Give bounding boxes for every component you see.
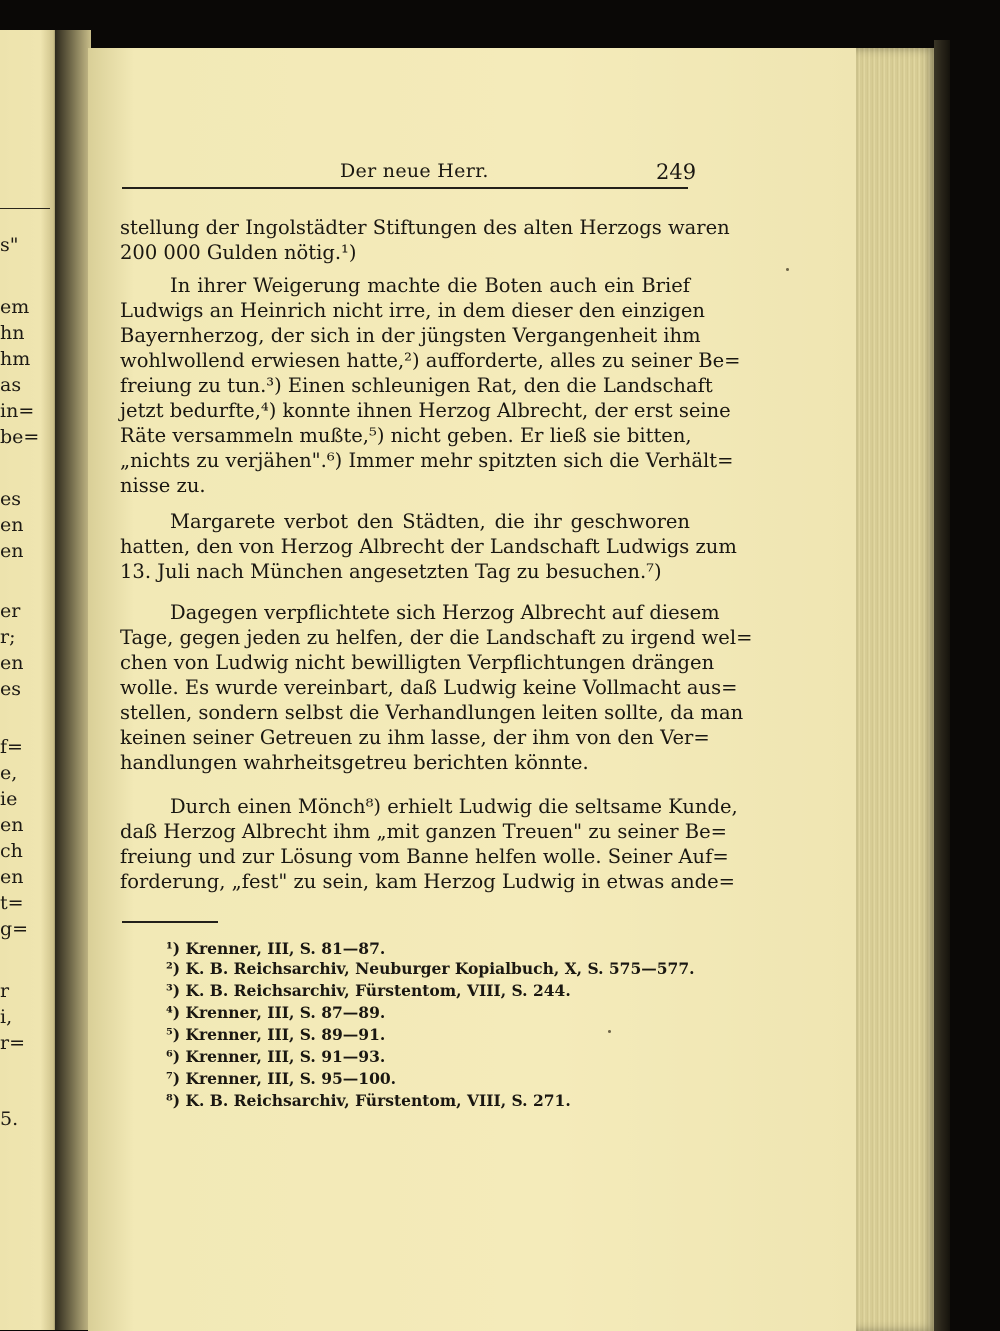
body-line: hatten, den von Herzog Albrecht der Landschaft Ludwigs zum <box>120 535 737 558</box>
body-line: Tage, gegen jeden zu helfen, der die Landschaft zu irgend wel= <box>120 626 753 649</box>
left-page-fragment: s" <box>0 234 19 256</box>
body-line: stellung der Ingolstädter Stiftungen des alten Herzogs waren <box>120 216 730 239</box>
left-page-fragment: es <box>0 678 21 700</box>
left-page-fragment: en <box>0 514 24 536</box>
body-line: Dagegen verpflichtete sich Herzog Albrecht auf diesem <box>170 601 720 624</box>
left-page-fragment: em <box>0 296 30 318</box>
page-stack-edge <box>856 48 936 1331</box>
footnote: ⁶) Krenner, III, S. 91—93. <box>166 1047 386 1066</box>
left-page-fragment: be= <box>0 426 40 448</box>
left-page-fragment: es <box>0 488 21 510</box>
left-page-fragment: 5. <box>0 1108 19 1130</box>
left-page-fragment: r= <box>0 1032 26 1054</box>
body-line: Ludwigs an Heinrich nicht irre, in dem dieser den einzigen <box>120 299 705 322</box>
left-page-fragment: f= <box>0 736 23 758</box>
left-page-fragment: as <box>0 374 22 396</box>
left-page-fragment: er <box>0 600 21 622</box>
body-line: nisse zu. <box>120 474 206 497</box>
footnote: ⁴) Krenner, III, S. 87—89. <box>166 1003 386 1022</box>
body-line: wohlwollend erwiesen hatte,²) aufforderte, alles zu seiner Be= <box>120 349 741 372</box>
footnote: ³) K. B. Reichsarchiv, Fürstentom, VIII, S. 244. <box>166 981 571 1000</box>
body-line: daß Herzog Albrecht ihm „mit ganzen Treuen" zu seiner Be= <box>120 820 727 843</box>
left-page-fragment: en <box>0 540 24 562</box>
body-line: stellen, sondern selbst die Verhandlungen leiten sollte, da man <box>120 701 744 724</box>
body-line: keinen seiner Getreuen zu ihm lasse, der ihm von den Ver= <box>120 726 710 749</box>
left-page <box>0 30 58 1330</box>
body-line: 200 000 Gulden nötig.¹) <box>120 241 357 264</box>
body-line: Räte versammeln mußte,⁵) nicht geben. Er ließ sie bitten, <box>120 424 692 447</box>
left-page-fragment: en <box>0 652 24 674</box>
header-rule <box>122 187 688 189</box>
footnote: ⁷) Krenner, III, S. 95—100. <box>166 1069 397 1088</box>
body-line: forderung, „fest" zu sein, kam Herzog Ludwig in etwas ande= <box>120 870 735 893</box>
page-number: 249 <box>656 160 697 184</box>
left-page-fragment: ie <box>0 788 18 810</box>
left-page-fragment: in= <box>0 400 35 422</box>
left-page-fragment: e, <box>0 762 18 784</box>
footnote: ⁵) Krenner, III, S. 89—91. <box>166 1025 386 1044</box>
body-line: jetzt bedurfte,⁴) konnte ihnen Herzog Albrecht, der erst seine <box>120 399 731 422</box>
paper-speck <box>608 1030 611 1033</box>
body-line: freiung zu tun.³) Einen schleunigen Rat, den die Landschaft <box>120 374 713 397</box>
body-line: chen von Ludwig nicht bewilligten Verpflichtungen drängen <box>120 651 715 674</box>
left-page-fragment: g= <box>0 918 29 940</box>
body-line: Margarete verbot den Städten, die ihr geschworen <box>170 510 690 533</box>
body-line: freiung und zur Lösung vom Banne helfen wolle. Seiner Auf= <box>120 845 729 868</box>
body-line: handlungen wahrheitsgetreu berichten könnte. <box>120 751 589 774</box>
body-line: Bayernherzog, der sich in der jüngsten Vergangenheit ihm <box>120 324 701 347</box>
body-line: „nichts zu verjähen".⁶) Immer mehr spitzten sich die Verhält= <box>120 449 734 472</box>
left-page-fragment: r; <box>0 626 16 648</box>
body-line: Durch einen Mönch⁸) erhielt Ludwig die seltsame Kunde, <box>170 795 738 818</box>
book-cover-edge <box>934 40 950 1331</box>
running-head-title: Der neue Herr. <box>340 160 489 182</box>
left-page-fragment: r <box>0 980 10 1002</box>
footnote: ⁸) K. B. Reichsarchiv, Fürstentom, VIII, S. 271. <box>166 1091 571 1110</box>
left-page-fragment: i, <box>0 1006 13 1028</box>
paper-speck <box>786 268 789 271</box>
left-page-fragment: t= <box>0 892 24 914</box>
footnote: ¹) Krenner, III, S. 81—87. <box>166 939 386 958</box>
left-page-fragment: hm <box>0 348 31 370</box>
left-page-fragment: en <box>0 814 24 836</box>
body-line: In ihrer Weigerung machte die Boten auch ein Brief <box>170 274 690 297</box>
book-gutter <box>55 30 91 1330</box>
left-page-header-rule <box>0 208 50 209</box>
body-line: 13. Juli nach München angesetzten Tag zu besuchen.⁷) <box>120 560 662 583</box>
footnote: ²) K. B. Reichsarchiv, Neuburger Kopialbuch, X, S. 575—577. <box>166 959 695 978</box>
left-page-fragment: ch <box>0 840 23 862</box>
left-page-fragment: hn <box>0 322 25 344</box>
body-line: wolle. Es wurde vereinbart, daß Ludwig keine Vollmacht aus= <box>120 676 738 699</box>
left-page-fragment: en <box>0 866 24 888</box>
footnote-rule <box>122 921 218 923</box>
